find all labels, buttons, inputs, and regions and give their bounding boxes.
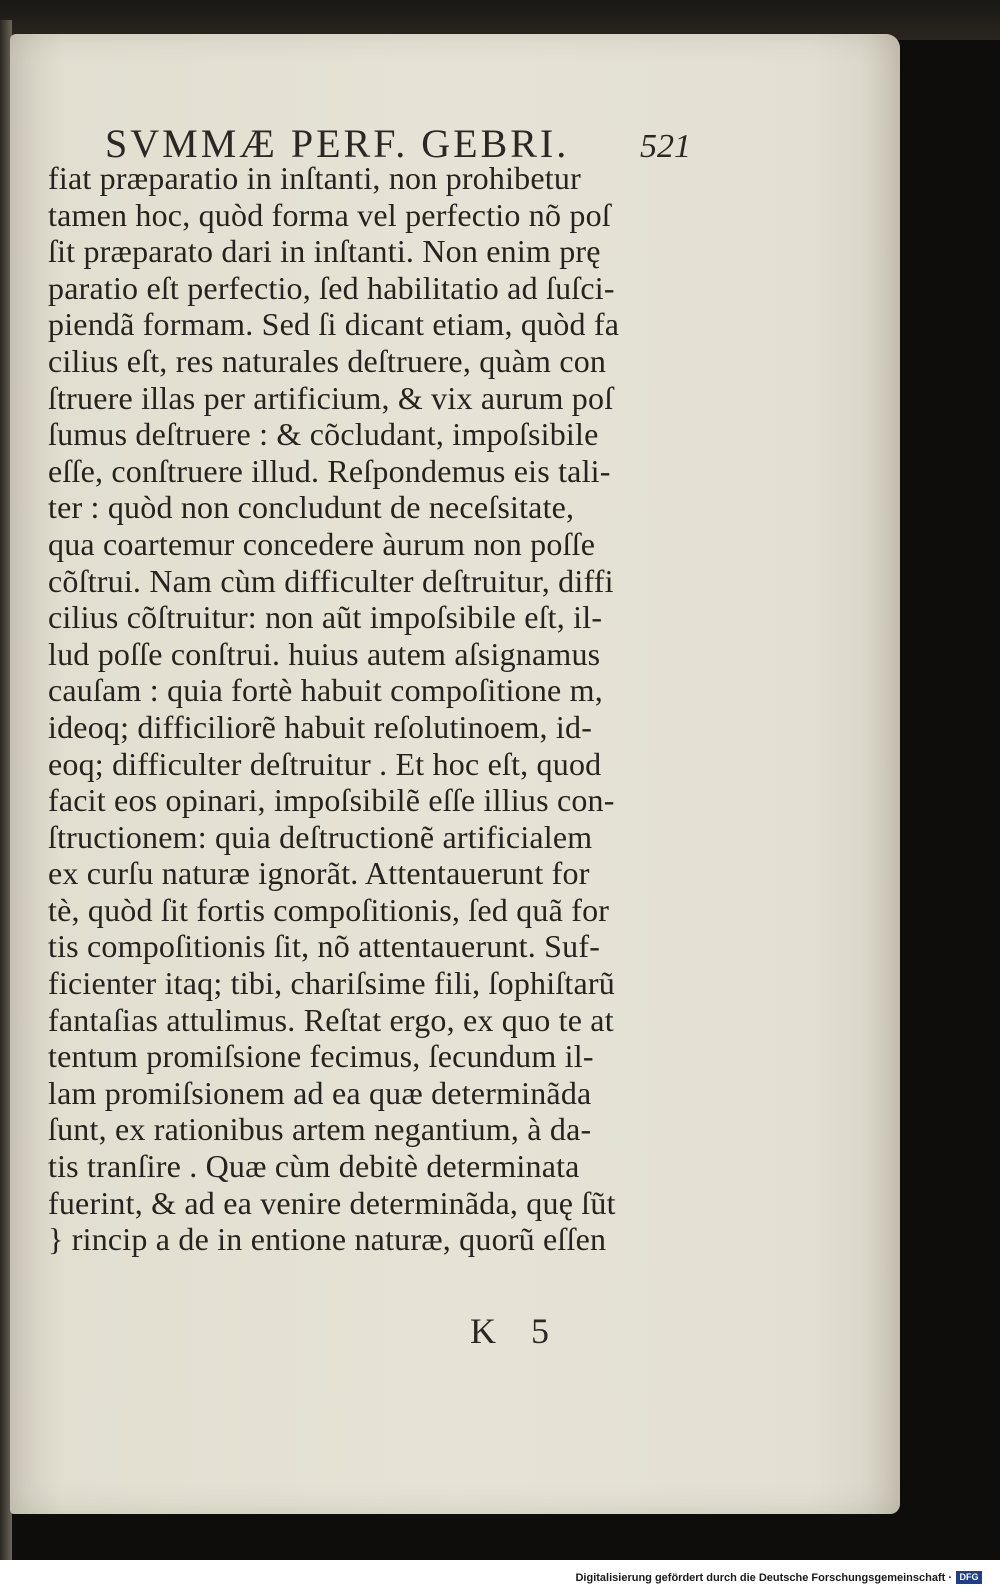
text-line: ſtruere illas per artificium, & vix aurum poſ — [48, 379, 614, 416]
text-line: cilius eſt, res naturales deſtruere, quàm con — [48, 342, 607, 379]
text-line: } rincip a de in entione naturæ, quorũ eſſen — [48, 1221, 607, 1258]
text-line: lam promiſsionem ad ea quæ determinãda — [48, 1074, 592, 1111]
text-line: facit eos opinari, impoſsibilẽ eſſe illius con- — [48, 782, 615, 819]
text-line: fiat præparatio in inſtanti, non prohibetur — [48, 160, 581, 196]
text-line: ficienter itaq; tibi, chariſsime fili, ſophiſtarũ — [48, 965, 615, 1002]
digitization-credit: Digitalisierung gefördert durch die Deutsche Forschungsgemeinschaft · — [575, 1572, 952, 1584]
text-line: eoq; difficulter deſtruitur . Et hoc eſt, quod — [48, 745, 602, 782]
text-line: cõſtrui. Nam cùm difficulter deſtruitur, diffi — [48, 562, 614, 599]
text-line: qua coartemur concedere àurum non poſſe — [48, 525, 596, 562]
text-line: eſſe, conſtruere illud. Reſpondemus eis tali- — [48, 452, 611, 489]
text-line: ſtructionem: quia deſtructionẽ artificialem — [48, 818, 593, 855]
text-line: ſunt, ex rationibus artem negantium, à da- — [48, 1111, 592, 1148]
text-line: ter : quòd non concludunt de neceſsitate, — [48, 489, 575, 526]
page-number: 521 — [640, 128, 691, 165]
dfg-logo-icon: DFG — [956, 1571, 982, 1584]
text-line: ſumus deſtruere : & cõcludant, impoſsibile — [48, 416, 599, 453]
body-text — [48, 160, 698, 1258]
text-line: ideoq; difficiliorẽ habuit reſolutinoem, id- — [48, 708, 593, 745]
text-line: ex curſu naturæ ignorãt. Attentauerunt for — [48, 855, 590, 892]
text-line: tis compoſitionis ſit, nõ attentauerunt. Suf- — [48, 928, 601, 965]
text-line: ſit præparato dari in inſtanti. Non enim prę — [48, 233, 601, 270]
text-line: paratio eſt perfectio, ſed habilitatio ad ſuſci- — [48, 269, 615, 306]
text-line: tentum promiſsione fecimus, ſecundum il- — [48, 1038, 594, 1075]
text-line: tis tranſire . Quæ cùm debitè determinata — [48, 1148, 580, 1185]
text-line: tè, quòd ſit fortis compoſitionis, ſed quã for — [48, 891, 610, 928]
text-line: fantaſias attulimus. Reſtat ergo, ex quo te at — [48, 1001, 614, 1038]
running-head: SVMMÆ PERF. GEBRI. — [105, 121, 570, 166]
text-line: lud poſſe conſtrui. huius autem aſsignamus — [48, 635, 601, 672]
text-line: tamen hoc, quòd forma vel perfectio nõ poſ — [48, 196, 611, 233]
text-line: fuerint, & ad ea venire determinãda, quę ſũt — [48, 1184, 616, 1221]
signature-mark: K 5 — [470, 1311, 549, 1351]
text-line: cilius cõſtruitur: non aũt impoſsibile eſt, il- — [48, 599, 603, 636]
text-line: cauſam : quia fortè habuit compoſitione m, — [48, 672, 603, 709]
text-line: piendã formam. Sed ſi dicant etiam, quòd fa — [48, 306, 620, 343]
